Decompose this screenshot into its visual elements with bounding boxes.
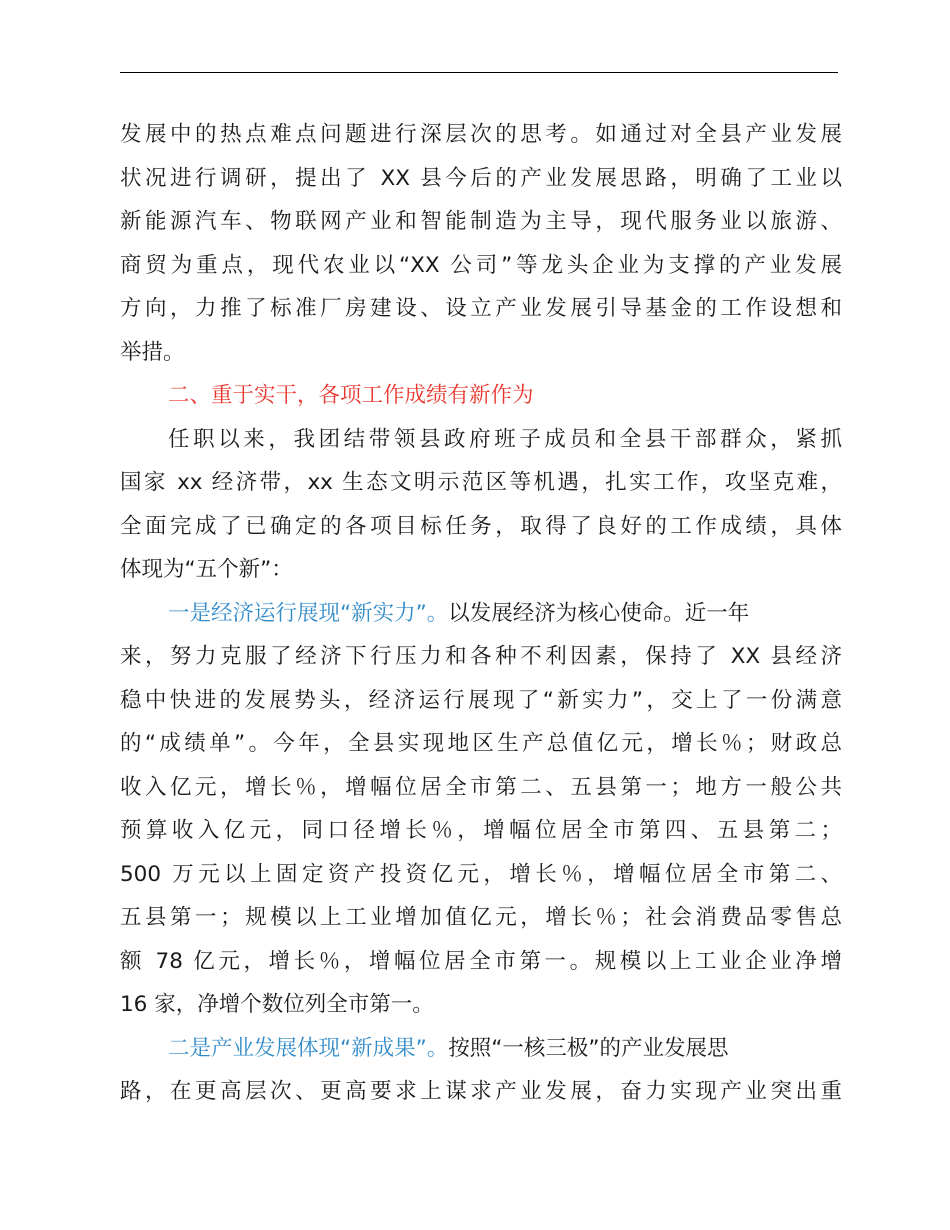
body-line: 额 78 亿元，增长％，增幅位居全市第一。规模以上工业企业净增 xyxy=(120,948,842,974)
body-line: 16 家，净增个数位列全市第一。 xyxy=(120,992,434,1017)
body-line: 的“成绩单”。今年，全县实现地区生产总值亿元，增长％；财政总 xyxy=(120,731,842,756)
body-line xyxy=(120,596,842,640)
body-line: 路，在更高层次、更高要求上谋求产业发展，奋力实现产业突出重 xyxy=(120,1079,842,1104)
body-line: 500 万元以上固定资产投资亿元，增长％，增幅位居全市第二、 xyxy=(120,861,842,887)
body-line: 方向，力推了标准厂房建设、设立产业发展引导基金的工作设想和 xyxy=(120,296,842,321)
body-line: 稳中快进的发展势头，经济运行展现了“新实力”，交上了一份满意 xyxy=(120,687,842,713)
body-line: 全面完成了已确定的各项目标任务，取得了良好的工作成绩，具体 xyxy=(120,513,842,539)
body-line xyxy=(120,1031,842,1075)
body-line: 新能源汽车、物联网产业和智能制造为主导，现代服务业以旅游、 xyxy=(120,209,842,234)
body-line: 收入亿元，增长％，增幅位居全市第二、五县第一；地方一般公共 xyxy=(120,774,842,800)
body-text-span: 以发展经济为核心使命。近一年 xyxy=(448,600,750,626)
body-line: 体现为“五个新”： xyxy=(120,557,293,582)
body-line: 举措。 xyxy=(120,339,185,365)
body-text-span: 按照“一核三极”的产业发展思 xyxy=(448,1035,729,1061)
body-line: 来，努力克服了经济下行压力和各种不利因素，保持了 XX 县经济 xyxy=(120,644,842,669)
body-line: 五县第一；规模以上工业增加值亿元，增长％；社会消费品零售总 xyxy=(120,905,842,930)
highlight-lead: 一是经济运行展现“新实力”。 xyxy=(168,600,449,626)
body-line: 国家 xx 经济带，xx 生态文明示范区等机遇，扎实工作，攻坚克难， xyxy=(120,470,842,495)
document-body xyxy=(120,117,842,1118)
body-line: 预算收入亿元，同口径增长％，增幅位居全市第四、五县第二； xyxy=(120,818,842,843)
body-line: 商贸为重点，现代农业以“XX 公司”等龙头企业为支撑的产业发展 xyxy=(120,252,842,278)
body-line: 任职以来，我团结带领县政府班子成员和全县干部群众，紧抓 xyxy=(168,426,842,452)
section-heading: 二、重于实干，各项工作成绩有新作为 xyxy=(168,383,534,408)
body-line: 发展中的热点难点问题进行深层次的思考。如通过对全县产业发展 xyxy=(120,122,842,147)
highlight-lead: 二是产业发展体现“新成果”。 xyxy=(168,1035,449,1061)
header-rule xyxy=(120,72,838,73)
body-line: 状况进行调研，提出了 XX 县今后的产业发展思路，明确了工业以 xyxy=(120,165,842,191)
